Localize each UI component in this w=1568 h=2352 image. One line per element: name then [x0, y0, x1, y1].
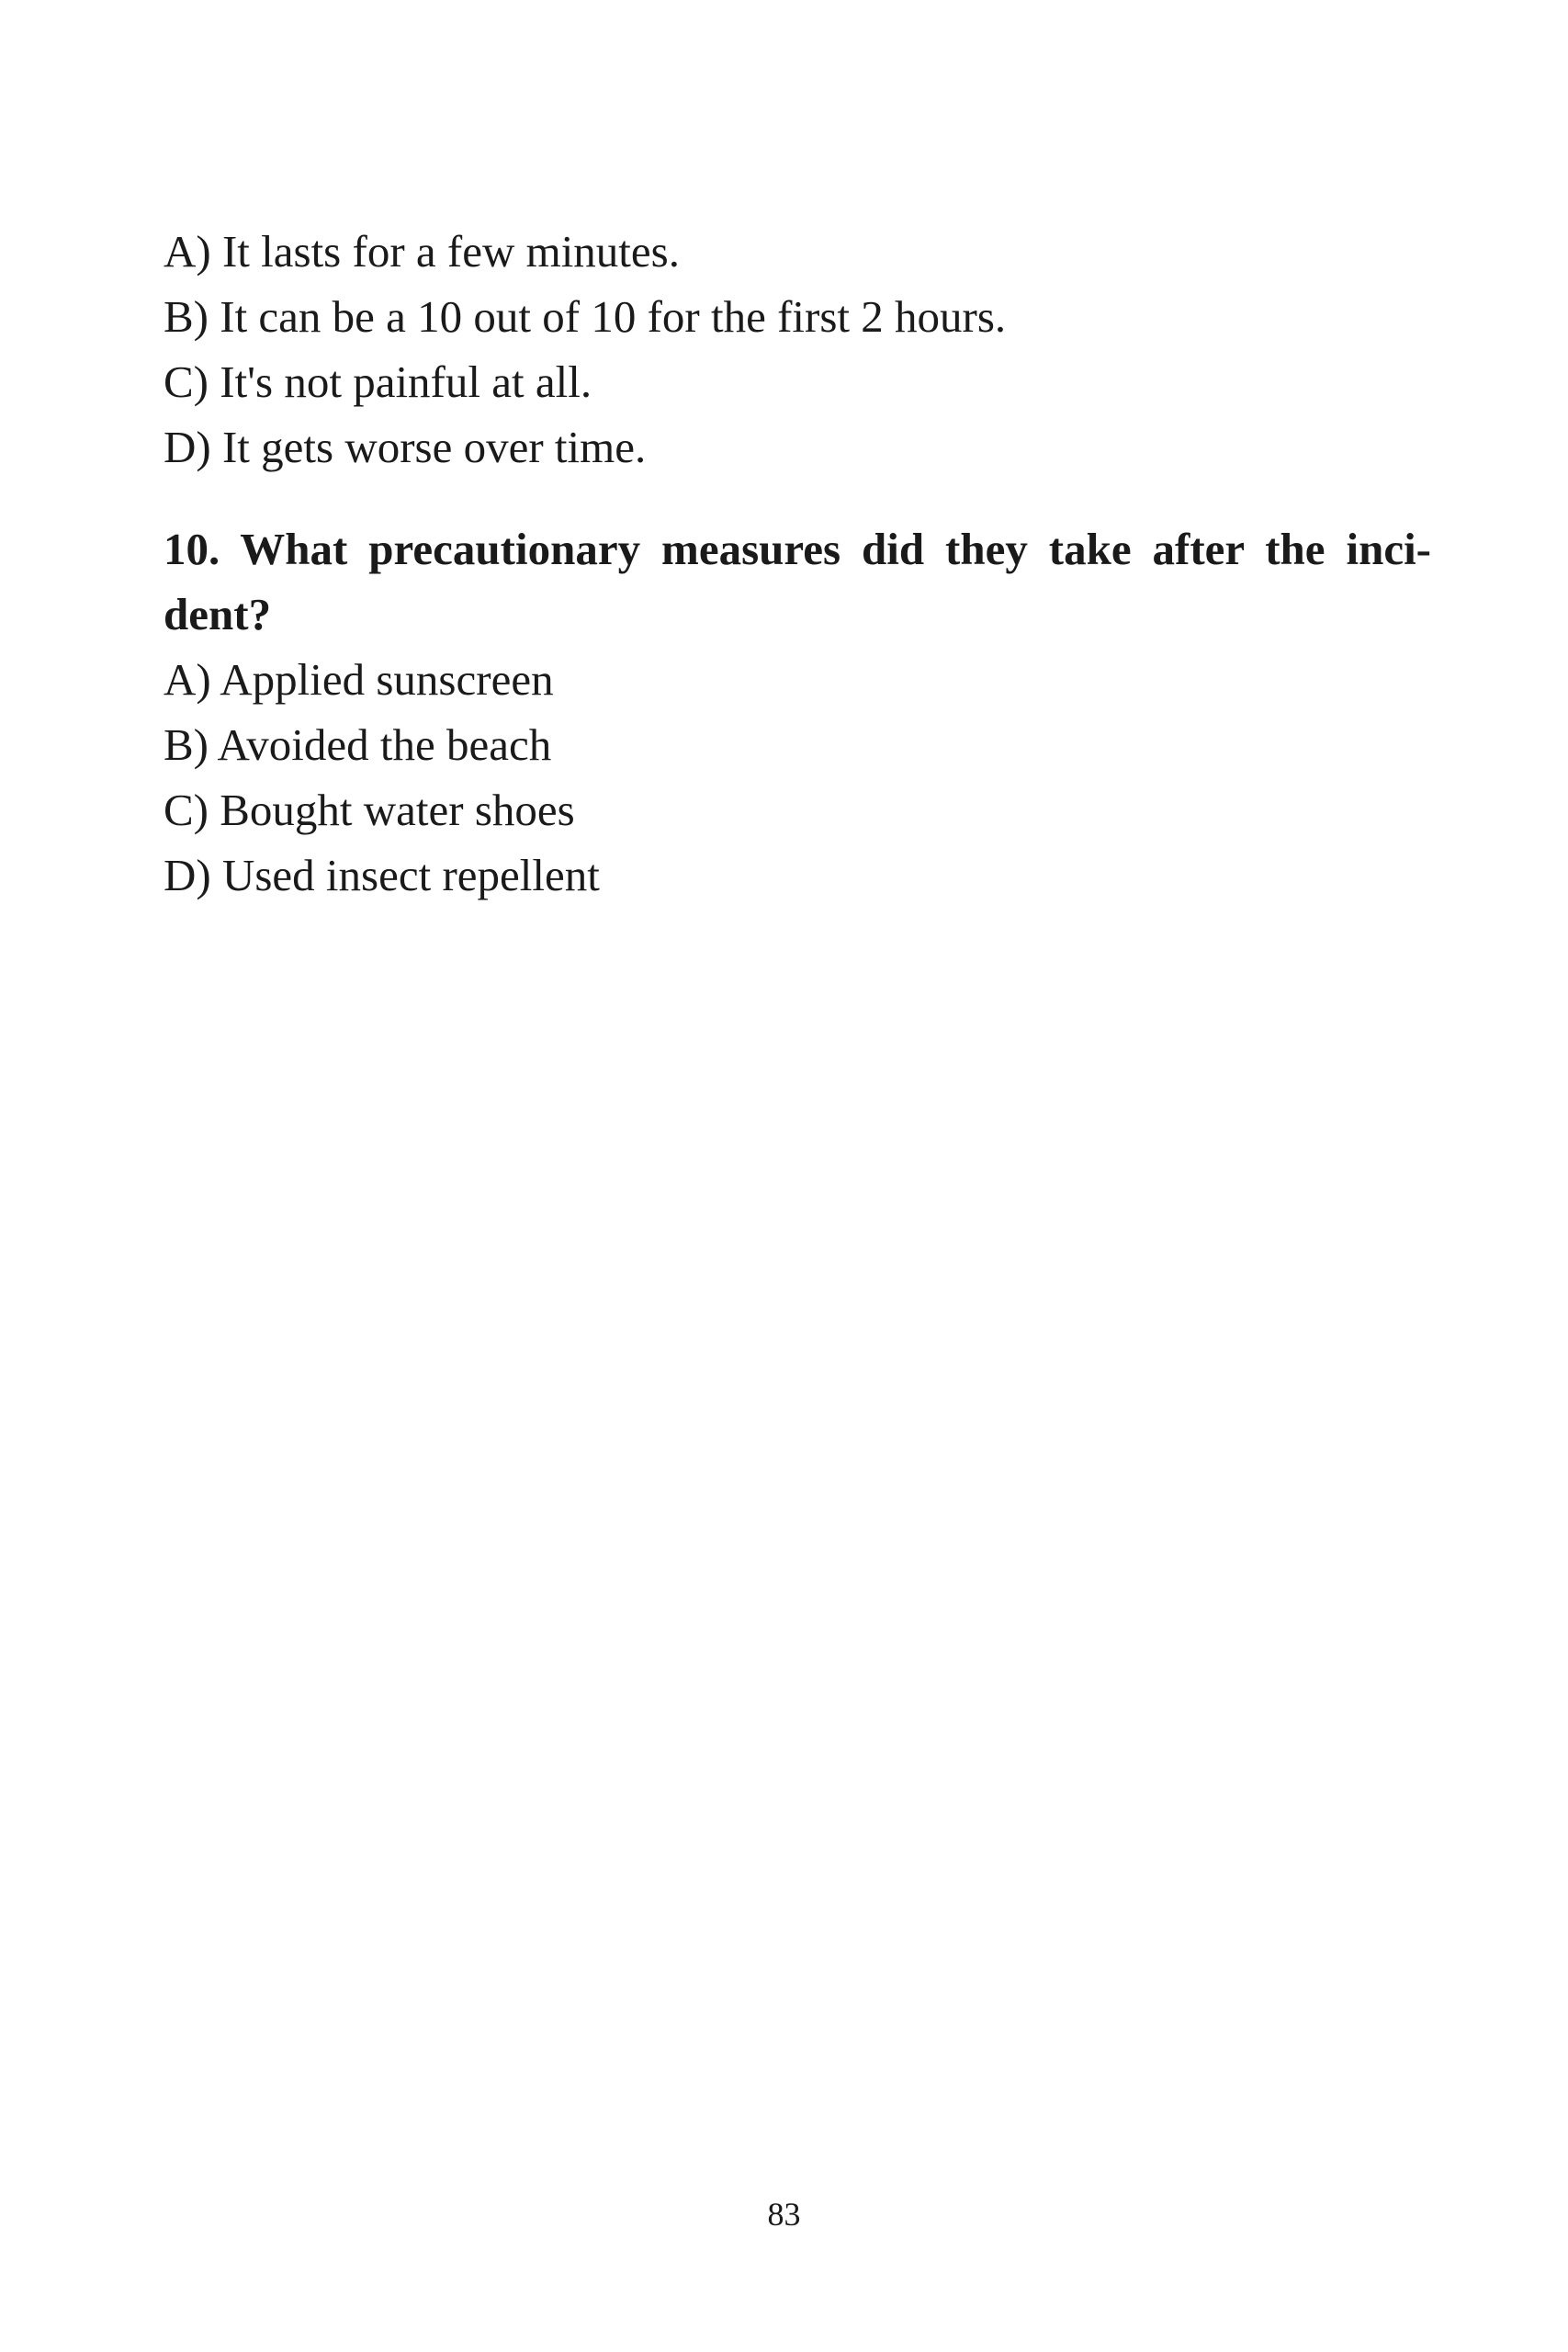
answer-option-d: D) It gets worse over time.	[164, 422, 647, 472]
previous-question-options	[164, 219, 1431, 480]
page-number: 83	[767, 2196, 801, 2233]
answer-option-d: D) Used insect repellent	[164, 850, 600, 900]
answer-option-c: C) It's not painful at all.	[164, 356, 592, 407]
question-10	[164, 516, 1431, 908]
answer-option-c: C) Bought water shoes	[164, 785, 575, 835]
answer-option-a: A) It lasts for a few minutes.	[164, 226, 680, 277]
question-title: 10. What precautionary measures did they take after the inci-dent?	[164, 524, 1431, 639]
page-content	[164, 219, 1431, 908]
answer-option-b: B) It can be a 10 out of 10 for the first 2 hours.	[164, 291, 1007, 342]
answer-option-a: A) Applied sunscreen	[164, 654, 554, 705]
answer-option-b: B) Avoided the beach	[164, 719, 552, 770]
